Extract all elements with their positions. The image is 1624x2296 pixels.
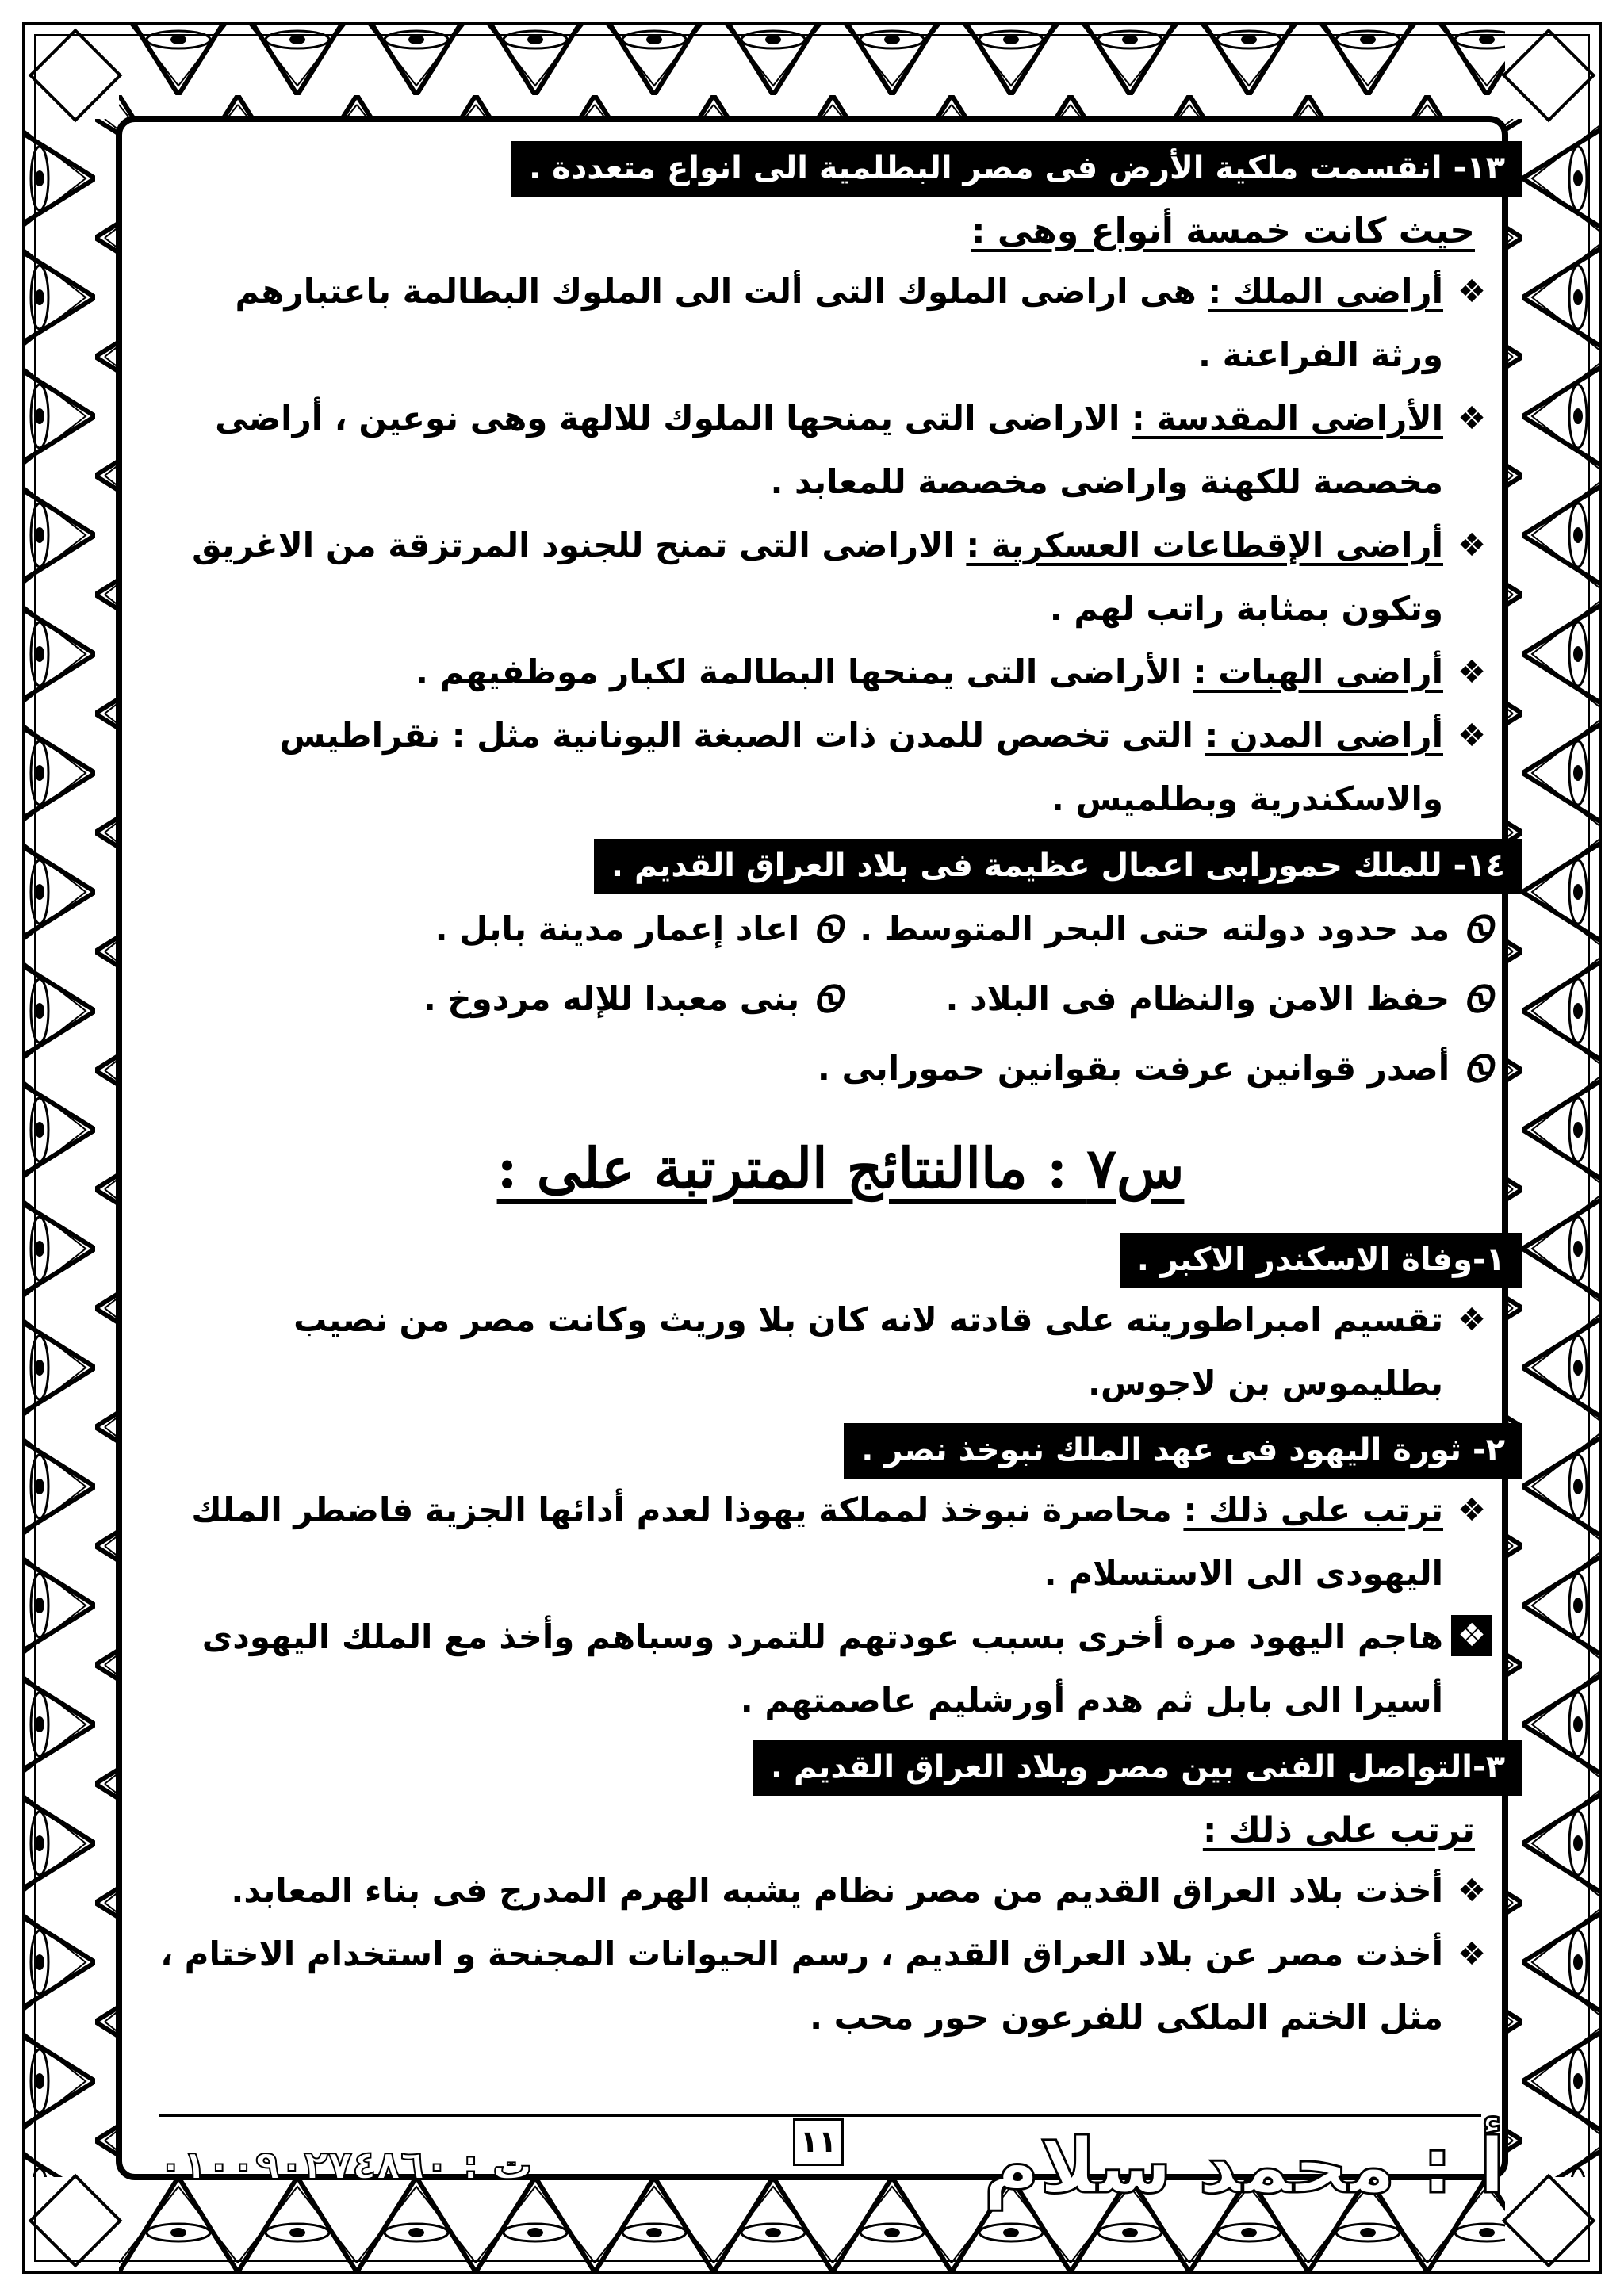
list-item: ❖ الأراضى المقدسة : الاراضى التى يمنحها الملوك للالهة وهى نوعين ، أراضى مخصصة للكهنة واراضى مخصصة للمعابد . <box>159 387 1492 514</box>
author-name: أ : محمد سلام <box>983 2122 1505 2210</box>
result-3-subhead: ترتب على ذلك : <box>1202 1810 1475 1850</box>
section-14-header: ١٤- للملك حمورابى اعمال عظيمة فى بلاد العراق القديم . <box>594 839 1522 894</box>
diamond-cross-icon: ❖ <box>1457 654 1486 691</box>
diamond-cross-icon: ❖ <box>1451 1615 1492 1656</box>
list-item: ❖ أراضى الإقطاعات العسكرية : الاراضى التى تمنح للجنود المرتزقة من الاغريق وتكون بمثابة راتب لهم . <box>159 514 1492 641</box>
section-13-header: ١٣- انقسمت ملكية الأرض فى مصر البطلمية الى انواع متعددة . <box>511 141 1522 197</box>
question-title: س٧ : ماالنتائج المترتبة على : <box>496 1135 1185 1201</box>
achievements-row: Ꮻ أصدر قوانين عرفت بقوانين حمورابى . <box>159 1034 1492 1104</box>
list-item: ❖ هاجم اليهود مره أخرى بسبب عودتهم للتمرد وسباهم وأخذ مع الملك اليهودى أسيرا الى بابل ثم هدم أورشليم عاصمتهم . <box>159 1605 1492 1732</box>
check-mark-icon: Ꮻ <box>1464 1047 1492 1090</box>
result-2-header: ٢- ثورة اليهود فى عهد الملك نبوخذ نصر . <box>844 1423 1522 1479</box>
achievements-row: Ꮻ حفظ الامن والنظام فى البلاد . Ꮻ بنى معبدا للإله مردوخ . <box>159 964 1492 1034</box>
list-item: ❖ أراضى المدن : التى تخصص للمدن ذات الصبغة اليونانية مثل : نقراطيس والاسكندرية وبطلميس . <box>159 704 1492 831</box>
diamond-cross-icon: ❖ <box>1457 400 1486 437</box>
list-item: ❖ أخذت مصر عن بلاد العراق القديم ، رسم الحيوانات المجنحة و استخدام الاختام ، مثل الختم الملكى للفرعون حور محب . <box>159 1923 1492 2049</box>
list-item: ❖ أراضى الملك : هى اراضى الملوك التى ألت الى الملوك البطالمة باعتبارهم ورثة الفراعنة . <box>159 260 1492 387</box>
list-item: ❖ أراضى الهبات : الأراضى التى يمنحها البطالمة لكبار موظفيهم . <box>159 641 1492 704</box>
check-mark-icon: Ꮻ <box>1464 908 1492 951</box>
achievements-row: Ꮻ مد حدود دولته حتى البحر المتوسط . Ꮻ اعاد إعمار مدينة بابل . <box>159 894 1492 964</box>
diamond-cross-icon: ❖ <box>1457 1492 1486 1529</box>
page-content <box>159 133 1522 2049</box>
list-item: ❖ تقسيم امبراطوريته على قادته لانه كان بلا وريث وكانت مصر من نصيب بطليموس بن لاجوس. <box>159 1288 1492 1415</box>
footer-divider <box>159 2114 1481 2117</box>
list-item: ❖ أخذت بلاد العراق القديم من مصر نظام يشبه الهرم المدرج فى بناء المعابد. <box>159 1859 1492 1923</box>
phone-number: ت : ٠١٠٠٩٠٢٧٤٨٦٠ <box>159 2142 533 2188</box>
diamond-cross-icon: ❖ <box>1457 527 1486 564</box>
list-item: ❖ ترتب على ذلك : محاصرة نبوخذ لمملكة يهوذا لعدم أدائها الجزية فاضطر الملك اليهودى الى الاستسلام . <box>159 1479 1492 1605</box>
check-mark-icon: Ꮻ <box>814 908 842 951</box>
section-13-list <box>159 260 1492 831</box>
check-mark-icon: Ꮻ <box>814 978 842 1020</box>
section-13-subhead: حيث كانت خمسة أنواع وهى : <box>971 211 1475 251</box>
diamond-cross-icon: ❖ <box>1457 274 1486 310</box>
diamond-cross-icon: ❖ <box>1457 1302 1486 1338</box>
check-mark-icon: Ꮻ <box>1464 978 1492 1020</box>
diamond-cross-icon: ❖ <box>1457 1936 1486 1973</box>
diamond-cross-icon: ❖ <box>1457 1873 1486 1909</box>
result-3-header: ٣-التواصل الفنى بين مصر وبلاد العراق القديم . <box>753 1740 1522 1796</box>
result-1-header: ١-وفاة الاسكندر الاكبر . <box>1120 1233 1522 1288</box>
page-number: ١١ <box>793 2118 844 2166</box>
diamond-cross-icon: ❖ <box>1457 718 1486 754</box>
